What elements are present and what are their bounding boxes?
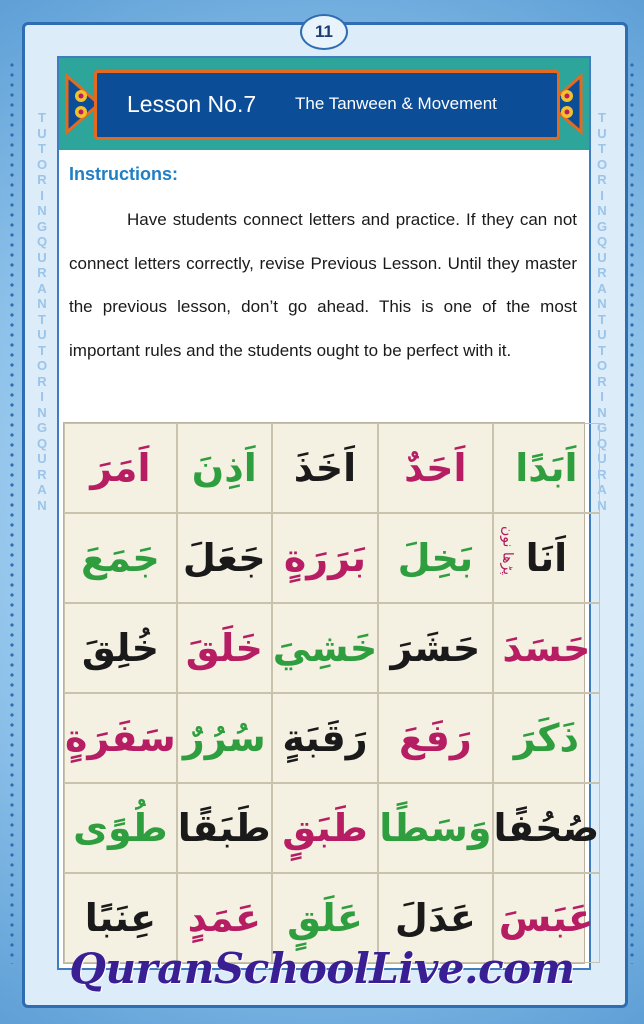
arabic-word: عِنَبًا: [84, 896, 157, 940]
lesson-card: [57, 56, 600, 970]
watermark-letter: U: [597, 451, 607, 466]
watermark-letter: A: [37, 280, 47, 296]
arabic-word: ذَكَرَ: [513, 716, 579, 760]
word-cell: [177, 693, 272, 783]
watermark-letter: Q: [36, 435, 48, 451]
watermark-letter: N: [597, 203, 607, 218]
word-cell: [272, 693, 379, 783]
word-cell: [493, 513, 601, 603]
arabic-word: صُحُفًا: [493, 806, 600, 850]
word-cell: [378, 423, 492, 513]
watermark-letter: R: [597, 466, 607, 482]
watermark-letter: Q: [36, 234, 48, 249]
watermark-letter: T: [38, 110, 46, 125]
watermark-letter: O: [596, 358, 608, 373]
arabic-word: خُلِقَ: [81, 626, 159, 670]
dotted-border-right: [628, 60, 636, 964]
lesson-banner: [94, 70, 560, 140]
watermark-letter: U: [597, 125, 607, 141]
watermark-letter: U: [37, 327, 47, 342]
watermark-letter: N: [37, 203, 47, 218]
word-cell: [272, 423, 379, 513]
watermark-letter: N: [597, 497, 607, 513]
arabic-word: خَشِيَ: [272, 626, 378, 670]
watermark-letter: T: [598, 342, 606, 358]
instructions-heading: Instructions:: [69, 164, 179, 184]
arabic-word: طَبَقًا: [177, 806, 271, 850]
word-cell: [272, 783, 379, 873]
word-cell: [378, 513, 492, 603]
brand-footer: QuranSchoolLive.com: [69, 944, 575, 993]
watermark-letter: T: [598, 141, 606, 156]
word-cell: [493, 423, 601, 513]
watermark-letter: G: [36, 420, 48, 435]
arabic-word: عَبَسَ: [498, 896, 594, 940]
watermark-letter: I: [40, 187, 44, 203]
arabic-word: وَسَطًا: [379, 806, 492, 850]
arabic-word: عَلَقٍ: [287, 896, 363, 940]
watermark-letter: U: [37, 451, 47, 466]
arabic-word: اَنَا: [525, 536, 568, 580]
watermark-letter: N: [37, 404, 47, 420]
lesson-subtitle: The Tanween & Movement: [295, 94, 497, 113]
watermark-letter: G: [596, 218, 608, 234]
word-cell: [378, 783, 492, 873]
watermark-letter: R: [597, 265, 607, 280]
arabic-word: اَخَذَ: [293, 446, 357, 490]
watermark-letter: Q: [596, 234, 608, 249]
watermark-letter: R: [597, 373, 607, 389]
watermark-letter: T: [38, 342, 46, 358]
word-cell: [64, 603, 177, 693]
word-cell: [378, 693, 492, 783]
lesson-title: Lesson No.7: [127, 91, 257, 117]
arabic-word: اَذِنَ: [191, 446, 257, 490]
arabic-word: اَمَرَ: [90, 446, 151, 490]
watermark-letter: O: [36, 358, 48, 373]
watermark-letter: N: [37, 497, 47, 513]
cell-note: پڑھا نون: [499, 526, 516, 576]
arabic-word: عَدَلَ: [394, 896, 476, 940]
instructions-paragraph: Have students connect letters and practice. If they can not connect letters correctly, revise Previous Lesson. Until they master the previous lesson, don’t go ahead. This is one of the most important rules and the students ought to be perfect with it.: [69, 210, 577, 360]
instructions-paragraph-block: [69, 198, 577, 372]
watermark-letter: I: [40, 389, 44, 404]
watermark-letter: R: [37, 265, 47, 280]
arabic-word-grid: [63, 422, 600, 964]
arabic-word: سُرُرٌ: [182, 716, 266, 760]
arabic-word: اَبَدًا: [515, 446, 578, 490]
watermark-letter: U: [37, 125, 47, 141]
word-cell: [493, 603, 601, 693]
word-cell: [64, 513, 177, 603]
word-cell: [272, 513, 379, 603]
watermark-letter: R: [37, 373, 47, 389]
watermark-letter: R: [37, 466, 47, 482]
arabic-word: حَسَدَ: [502, 626, 591, 670]
arabic-word: عَمَدٍ: [187, 896, 261, 940]
watermark-letter: T: [598, 311, 606, 327]
arabic-word: بَخِلَ: [397, 536, 474, 580]
watermark-letter: A: [37, 482, 47, 497]
arabic-word: رَقَبَةٍ: [282, 716, 368, 760]
arabic-word: حَشَرَ: [390, 626, 481, 670]
watermark-letter: I: [600, 187, 604, 203]
watermark-letter: A: [597, 482, 607, 497]
word-cell: [177, 423, 272, 513]
watermark-letter: I: [600, 389, 604, 404]
word-cell: [177, 783, 272, 873]
page-number: 11: [300, 14, 348, 50]
watermark-letter: O: [596, 156, 608, 172]
watermark-letter: U: [597, 249, 607, 265]
word-cell: [272, 603, 379, 693]
arabic-word: سَفَرَةٍ: [65, 716, 176, 760]
watermark-letter: T: [38, 311, 46, 327]
arabic-word: بَرَرَةٍ: [283, 536, 367, 580]
watermark-letter: A: [597, 280, 607, 296]
arabic-word: طَبَقٍ: [282, 806, 368, 850]
watermark-letter: N: [597, 404, 607, 420]
watermark-letter: G: [596, 420, 608, 435]
watermark-letter: Q: [596, 435, 608, 451]
word-cell: [177, 603, 272, 693]
watermark-letter: U: [597, 327, 607, 342]
watermark-letter: N: [597, 296, 607, 311]
arabic-word: جَعَلَ: [182, 536, 266, 580]
arabic-word: طُوًى: [73, 806, 168, 850]
word-cell: [177, 513, 272, 603]
arabic-word: جَمَعَ: [80, 536, 160, 580]
word-cell: [378, 603, 492, 693]
arabic-word: اَحَدٌ: [404, 446, 467, 490]
word-cell: [64, 423, 177, 513]
watermark-letter: T: [38, 141, 46, 156]
word-cell: [493, 693, 601, 783]
word-cell: [493, 783, 601, 873]
watermark-letter: R: [597, 172, 607, 187]
watermark-letter: T: [598, 110, 606, 125]
word-cell: [64, 783, 177, 873]
word-cell: [64, 693, 177, 783]
watermark-letter: U: [37, 249, 47, 265]
watermark-letter: O: [36, 156, 48, 172]
arabic-word: رَفَعَ: [399, 716, 472, 760]
watermark-letter: G: [36, 218, 48, 234]
dotted-border-left: [8, 60, 16, 964]
side-watermark-left: [30, 110, 54, 513]
watermark-letter: R: [37, 172, 47, 187]
arabic-word: خَلَقَ: [185, 626, 263, 670]
watermark-letter: N: [37, 296, 47, 311]
